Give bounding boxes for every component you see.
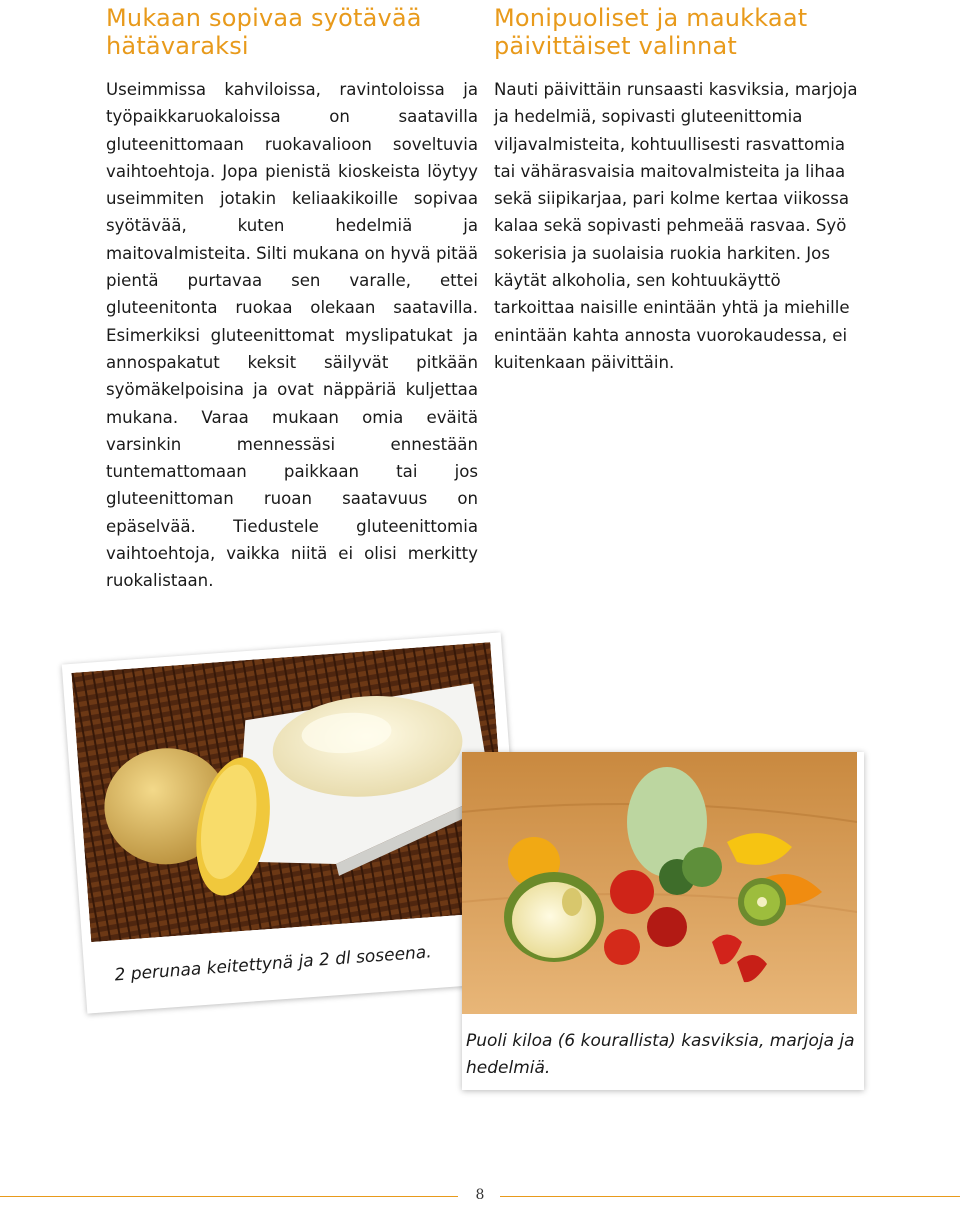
footer-rule-left (0, 1196, 458, 1197)
left-column (106, 0, 478, 595)
footer-rule-right (500, 1196, 960, 1197)
potato-caption: 2 perunaa keitettynä ja 2 dl soseena. (113, 942, 433, 986)
right-column (494, 0, 866, 376)
left-body-text: Useimmissa kahviloissa, ravintoloissa ja työpaikkaruokaloissa on saatavilla gluteenittomaan ruokavalioon soveltuvia vaihtoehtoja. Jopa pienistä kioskeista löytyy useimmiten jotakin keliaakikoille sopivaa syötävää, kuten hedelmiä ja maitovalmisteita. Silti mukana on hyvä pitää pientä purtavaa sen varalle, ettei gluteenitonta ruokaa olekaan saatavilla. Esimerkiksi gluteenittomat myslipatukat ja annospakatut keksit säilyvät pitkään syömäkelpoisina ja ovat näppäriä kuljettaa mukana. Varaa mukaan omia eväitä varsinkin mennessäsi ennestään tuntemattomaan paikkaan tai jos gluteenittoman ruoan saatavuus on epäselvää. Tiedustele gluteenittomia vaihtoehtoja, vaikka niitä ei olisi merkitty ruokalistaan. (106, 80, 478, 591)
right-body-text: Nauti päivittäin runsaasti kasviksia, marjoja ja hedelmiä, sopivasti gluteenittomia viljavalmisteita, kohtuullisesti rasvattomia tai vähärasvaisia maitovalmisteita ja lihaa sekä siipikarjaa, pari kolme kertaa viikossa kalaa sekä sopivasti pehmeää rasvaa. Syö sokerisia ja suolaisia ruokia harkiten. Jos käytät alkoholia, sen kohtuukäyttö tarkoittaa naisille enintään yhtä ja miehille enintään kahta annosta vuorokaudessa, ei kuitenkaan päivittäin. (494, 80, 858, 372)
page-number: 8 (475, 1187, 485, 1203)
right-heading: Monipuoliset ja maukkaat päivittäiset valinnat (494, 4, 808, 60)
potato-photo (71, 642, 510, 942)
vegetables-photo (462, 752, 857, 1014)
vegetables-caption: Puoli kiloa (6 kourallista) kasviksia, marjoja ja hedelmiä. (466, 1031, 855, 1078)
left-heading: Mukaan sopivaa syötävää hätävaraksi (106, 4, 422, 60)
potato-photo-card (62, 632, 526, 1013)
vegetables-photo-card (462, 752, 864, 1090)
